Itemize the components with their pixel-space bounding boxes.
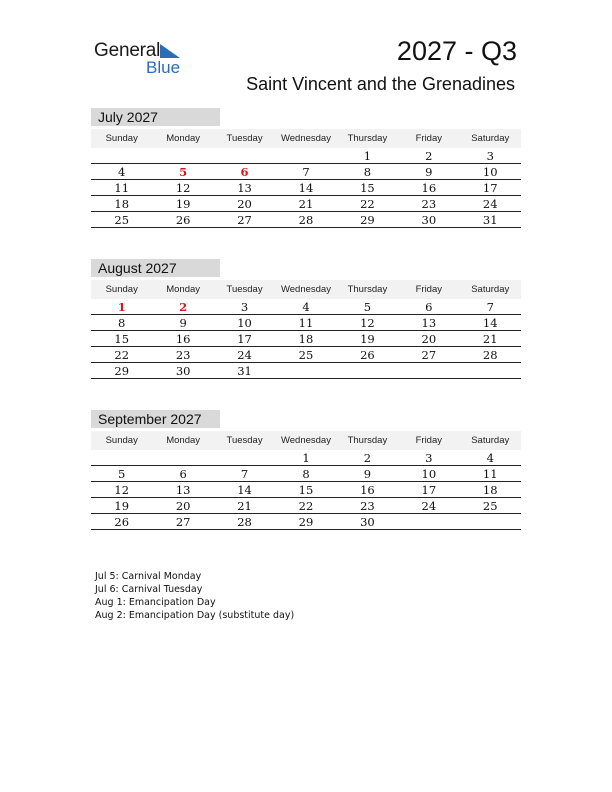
- weekday-label: Thursday: [347, 284, 388, 295]
- day-cell: 30: [421, 213, 437, 227]
- day-cell: 10: [421, 467, 437, 481]
- day-cell: 23: [175, 348, 191, 362]
- day-cell: 18: [482, 483, 498, 497]
- day-cell: 27: [175, 515, 191, 529]
- holiday-notes: [95, 570, 294, 622]
- weekday-header-row: [91, 431, 521, 450]
- day-cell: 22: [360, 197, 375, 211]
- logo-text-general: General: [94, 40, 161, 61]
- day-cell: 17: [237, 332, 252, 346]
- day-cell: 25: [114, 213, 130, 227]
- day-cell: 12: [175, 181, 191, 195]
- day-cell: 7: [486, 300, 494, 314]
- day-cell: 20: [421, 332, 437, 346]
- day-cell: 2: [363, 451, 372, 465]
- week-row: [91, 315, 521, 331]
- logo-text-blue: Blue: [146, 58, 181, 77]
- day-cell: 14: [298, 181, 314, 195]
- day-cell: 13: [421, 316, 437, 330]
- day-cell: 21: [482, 332, 498, 346]
- day-cell: 1: [117, 300, 126, 314]
- day-cell: 8: [302, 467, 310, 481]
- week-row: [91, 164, 521, 180]
- empty-day-cell: [460, 514, 521, 529]
- day-cell: 9: [179, 316, 187, 330]
- logo-flag-icon: [160, 44, 182, 58]
- weekday-label: Friday: [415, 284, 443, 295]
- empty-day-cell: [91, 450, 152, 465]
- day-cell: 19: [114, 499, 130, 513]
- holiday-note: Jul 6: Carnival Tuesday: [95, 584, 203, 595]
- week-row: [91, 450, 521, 466]
- day-cell: 25: [298, 348, 314, 362]
- weekday-label: Saturday: [471, 435, 510, 446]
- day-cell: 3: [425, 451, 433, 465]
- weekday-header-row: [91, 280, 521, 299]
- weekday-label: Tuesday: [226, 284, 263, 295]
- day-cell: 7: [240, 467, 249, 481]
- holiday-note: Jul 5: Carnival Monday: [95, 571, 202, 582]
- day-cell: 3: [486, 149, 494, 163]
- day-cell: 22: [298, 499, 314, 513]
- weekday-label: Tuesday: [226, 435, 263, 446]
- day-cell: 29: [298, 515, 314, 529]
- weekday-label: Friday: [415, 133, 443, 144]
- calendar-grid: [91, 280, 521, 379]
- holiday-note: Aug 1: Emancipation Day: [95, 597, 216, 608]
- day-cell: 11: [482, 467, 498, 481]
- day-cell: 1: [363, 149, 372, 163]
- day-cell: 11: [298, 316, 314, 330]
- day-cell: 20: [175, 499, 191, 513]
- day-cell: 21: [298, 197, 314, 211]
- week-row: [91, 299, 521, 315]
- month-july: [91, 108, 521, 228]
- empty-day-cell: [91, 148, 152, 163]
- day-cell: 5: [363, 300, 372, 314]
- day-cell: 24: [482, 197, 498, 211]
- day-cell: 7: [302, 165, 310, 179]
- day-cell: 27: [421, 348, 437, 362]
- day-cell: 4: [118, 165, 126, 179]
- day-cell: 6: [425, 300, 433, 314]
- day-cell: 20: [237, 197, 252, 211]
- day-cell: 24: [421, 499, 437, 513]
- week-row: [91, 498, 521, 514]
- day-cell: 6: [240, 165, 249, 179]
- weekday-label: Wednesday: [280, 133, 331, 144]
- month-september: [91, 410, 521, 530]
- day-cell: 22: [114, 348, 130, 362]
- month-august: [91, 259, 521, 379]
- day-cell: 30: [360, 515, 375, 529]
- day-cell: 3: [240, 300, 249, 314]
- week-row: [91, 180, 521, 196]
- day-cell: 30: [175, 364, 191, 378]
- holiday-note: Aug 2: Emancipation Day (substitute day): [95, 610, 295, 621]
- weekday-label: Saturday: [471, 133, 510, 144]
- week-row: [91, 347, 521, 363]
- day-cell: 16: [175, 332, 191, 346]
- day-cell: 27: [237, 213, 252, 227]
- day-cell: 6: [179, 467, 187, 481]
- weekday-label: Saturday: [471, 284, 510, 295]
- empty-day-cell: [275, 148, 336, 163]
- page-title: 2027 - Q3: [396, 36, 517, 66]
- day-cell: 29: [114, 364, 130, 378]
- day-cell: 5: [179, 165, 188, 179]
- week-row: [91, 196, 521, 212]
- day-cell: 10: [237, 316, 252, 330]
- weekday-label: Monday: [166, 284, 201, 295]
- day-cell: 29: [360, 213, 375, 227]
- day-cell: 23: [360, 499, 375, 513]
- week-row: [91, 363, 521, 379]
- week-row: [91, 514, 521, 530]
- day-cell: 2: [425, 149, 433, 163]
- day-cell: 13: [237, 181, 252, 195]
- day-cell: 28: [482, 348, 498, 362]
- empty-day-cell: [214, 450, 275, 465]
- day-cell: 28: [237, 515, 252, 529]
- day-cell: 11: [114, 181, 130, 195]
- day-cell: 18: [298, 332, 314, 346]
- day-cell: 15: [360, 181, 375, 195]
- weekday-label: Friday: [415, 435, 443, 446]
- empty-day-cell: [460, 363, 521, 378]
- day-cell: 12: [114, 483, 130, 497]
- weekday-label: Sunday: [105, 284, 138, 295]
- day-cell: 25: [482, 499, 498, 513]
- empty-day-cell: [398, 363, 459, 378]
- calendar-grid: [91, 129, 521, 228]
- month-title: September 2027: [91, 410, 220, 428]
- day-cell: 31: [482, 213, 498, 227]
- day-cell: 14: [237, 483, 252, 497]
- day-cell: 1: [302, 451, 310, 465]
- month-title: August 2027: [91, 259, 220, 277]
- day-cell: 4: [302, 300, 310, 314]
- day-cell: 4: [486, 451, 494, 465]
- weekday-label: Thursday: [347, 133, 388, 144]
- day-cell: 9: [425, 165, 433, 179]
- day-cell: 15: [114, 332, 130, 346]
- day-cell: 16: [360, 483, 375, 497]
- logo: [94, 40, 194, 80]
- empty-day-cell: [337, 363, 398, 378]
- day-cell: 8: [118, 316, 126, 330]
- day-cell: 23: [421, 197, 437, 211]
- weekday-label: Tuesday: [226, 133, 263, 144]
- day-cell: 31: [237, 364, 252, 378]
- day-cell: 9: [363, 467, 372, 481]
- day-cell: 19: [360, 332, 375, 346]
- day-cell: 13: [175, 483, 191, 497]
- day-cell: 17: [421, 483, 437, 497]
- weekday-label: Monday: [166, 435, 201, 446]
- day-cell: 26: [114, 515, 130, 529]
- country-name: Saint Vincent and the Grenadines: [246, 74, 515, 94]
- weekday-label: Sunday: [105, 133, 138, 144]
- week-row: [91, 212, 521, 228]
- month-title: July 2027: [91, 108, 220, 126]
- day-cell: 15: [298, 483, 314, 497]
- day-cell: 17: [482, 181, 498, 195]
- calendar-grid: [91, 431, 521, 530]
- day-cell: 8: [363, 165, 372, 179]
- weekday-header-row: [91, 129, 521, 148]
- empty-day-cell: [152, 148, 213, 163]
- empty-day-cell: [275, 363, 336, 378]
- day-cell: 19: [175, 197, 191, 211]
- week-row: [91, 482, 521, 498]
- day-cell: 2: [179, 300, 188, 314]
- week-row: [91, 148, 521, 164]
- day-cell: 18: [114, 197, 130, 211]
- day-cell: 5: [118, 467, 126, 481]
- weekday-label: Wednesday: [280, 284, 331, 295]
- empty-day-cell: [398, 514, 459, 529]
- day-cell: 10: [482, 165, 498, 179]
- day-cell: 12: [360, 316, 375, 330]
- week-row: [91, 331, 521, 347]
- weekday-label: Monday: [166, 133, 201, 144]
- day-cell: 28: [298, 213, 314, 227]
- day-cell: 24: [237, 348, 252, 362]
- day-cell: 26: [360, 348, 375, 362]
- week-row: [91, 466, 521, 482]
- weekday-label: Wednesday: [280, 435, 331, 446]
- day-cell: 14: [482, 316, 498, 330]
- weekday-label: Thursday: [347, 435, 388, 446]
- weekday-label: Sunday: [105, 435, 138, 446]
- empty-day-cell: [152, 450, 213, 465]
- empty-day-cell: [214, 148, 275, 163]
- day-cell: 26: [175, 213, 191, 227]
- day-cell: 16: [421, 181, 437, 195]
- day-cell: 21: [237, 499, 252, 513]
